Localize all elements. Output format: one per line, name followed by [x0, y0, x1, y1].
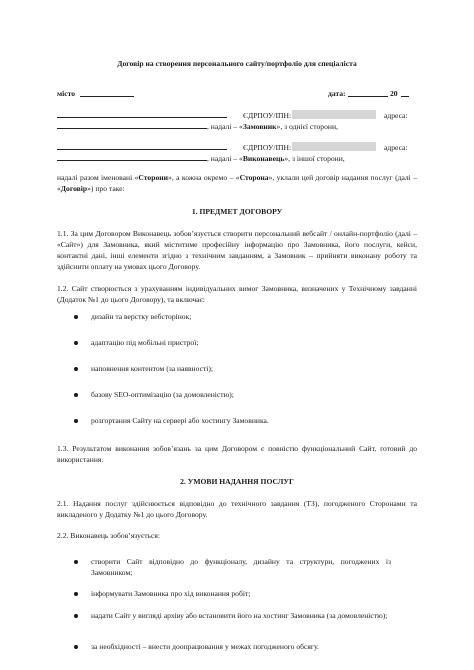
- bullet-icon: [74, 560, 78, 564]
- clause-1-2: 1.2. Сайт створюється з урахуванням індивідуальних вимог Замовника, визначених у Технічному завданні (Додаток №1 до цього Договору), та включає:: [57, 284, 417, 304]
- city-field[interactable]: [80, 96, 134, 97]
- customer-code-label: ЄДРПОУ/ІПН:: [243, 111, 292, 120]
- intro-paragraph: надалі разом іменовані «Сторони», а кожна окремо – «Сторона», уклали цей договір надання послуг (далі – «Договір») про таке:: [57, 173, 417, 193]
- section2-heading: 2. УМОВИ НАДАННЯ ПОСЛУГ: [180, 477, 294, 486]
- bullet-icon: [74, 315, 78, 319]
- year-prefix: 20: [390, 89, 398, 98]
- bullet-icon: [74, 614, 78, 618]
- list-item: наповнення контентом (за наявності);: [91, 364, 214, 373]
- clause-1-3: 1.3. Результатом виконання зобов’язань за цим Договором є повністю функціональний Сайт, готовий до використання.: [57, 444, 417, 464]
- section1-heading: 1. ПРЕДМЕТ ДОГОВОРУ: [191, 207, 283, 216]
- list-item: адаптацію під мобільні пристрої;: [91, 338, 199, 347]
- bullet-icon: [74, 393, 78, 397]
- list-item: за необхідності – внести доопрацювання у межах погодженого обсягу.: [91, 642, 319, 651]
- contractor-address-field[interactable]: [57, 160, 207, 161]
- list-item: інформувати Замовника про хід виконання робіт;: [91, 589, 251, 598]
- list-item: створити Сайт відповідно до функціоналу, дизайну та структури, погоджених із Замовником;: [91, 557, 391, 577]
- list-item: розгортання Сайту на сервері або хостингу Замовника.: [91, 416, 269, 425]
- contractor-code-label: ЄДРПОУ/ІПН:: [243, 143, 292, 152]
- clause-1-1: 1.1. За цим Договором Виконавець зобов’язується створити персональний вебсайт / онлайн-портфоліо (далі – «Сайт») для Замовника, який міститиме професійну інформацію про Замовника, його послуги, кейси, контактні дані, інші елементи згідно з технічним завданням, а Замовник – прийняти виконану роботу та здійснити оплату на умовах цього Договору.: [57, 229, 417, 271]
- city-label: місто: [57, 89, 76, 98]
- list-item: базову SEO-оптимізацію (за домовленістю);: [91, 390, 234, 399]
- bullet-icon: [74, 341, 78, 345]
- bullet-icon: [74, 592, 78, 596]
- list-item: надати Сайт у вигляді архіву або встановити його на хостинг Замовника (за домовленістю);: [91, 611, 388, 620]
- clause-2-1: 2.1. Надання послуг здійснюється відповідно до технічного завдання (ТЗ), погодженого Сторонами та викладеного у Додатку №1 до цього Договору.: [57, 499, 417, 519]
- contractor-role-line: , надалі – «Виконавець», з іншої сторони,: [207, 154, 345, 163]
- document-title: Договір на створення персонального сайту/портфоліо для спеціаліста: [117, 59, 357, 68]
- bullet-icon: [74, 419, 78, 423]
- date-label: дата:: [328, 89, 346, 98]
- clause-2-2: 2.2. Виконавець зобов’язується:: [57, 531, 160, 540]
- customer-address-field[interactable]: [57, 128, 207, 129]
- list-item: дизайн та верстку вебсторінок;: [91, 312, 192, 321]
- contractor-address-label: адреса:: [384, 143, 408, 152]
- date-field[interactable]: [348, 96, 388, 97]
- bullet-icon: [74, 367, 78, 371]
- customer-name-field[interactable]: [57, 117, 227, 118]
- customer-address-label: адреса:: [384, 111, 408, 120]
- customer-role-line: , надалі – «Замовник», з однієї сторони,: [207, 122, 338, 131]
- bullet-icon: [74, 645, 78, 649]
- customer-code-field[interactable]: [292, 110, 376, 119]
- contractor-code-field[interactable]: [292, 142, 376, 151]
- year-field[interactable]: [401, 96, 409, 97]
- contractor-name-field[interactable]: [57, 149, 227, 150]
